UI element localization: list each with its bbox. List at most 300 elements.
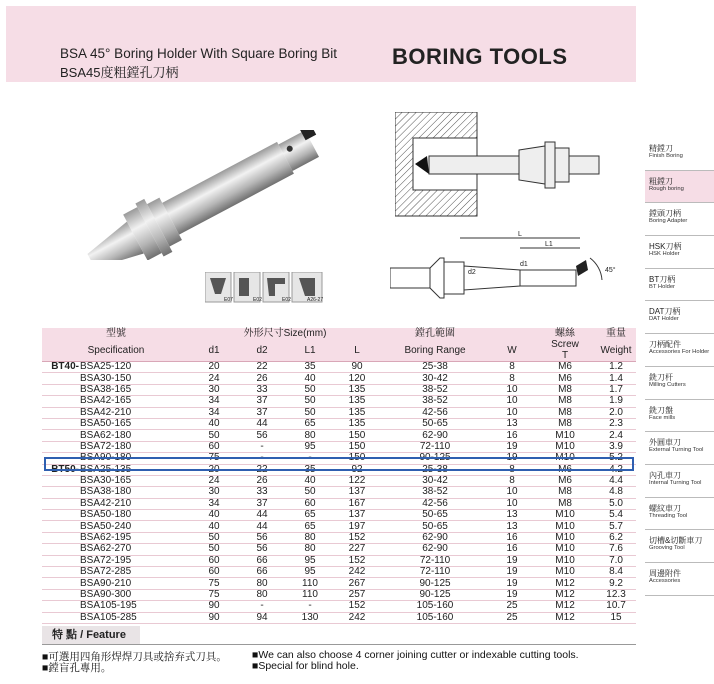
cell-L: 120 — [334, 373, 380, 384]
cell-d2: 26 — [238, 373, 286, 384]
cell-L: 92 — [334, 464, 380, 475]
cell-range: 42-56 — [380, 498, 490, 509]
cell-range: 105-160 — [380, 601, 490, 612]
cell-weight: 8.4 — [596, 567, 636, 578]
cell-L: 242 — [334, 612, 380, 623]
cell-series — [42, 487, 80, 498]
cell-L1: 50 — [286, 407, 334, 418]
sidebar-item-en: DAT Holder — [649, 316, 679, 323]
cell-W: 19 — [490, 555, 534, 566]
cell-d1: 24 — [190, 373, 238, 384]
sidebar-item-en: Rough boring — [649, 185, 684, 192]
cell-d1: 75 — [190, 589, 238, 600]
cell-L: 152 — [334, 555, 380, 566]
cell-series — [42, 396, 80, 407]
page-title: BSA 45° Boring Holder With Square Boring Bit — [60, 46, 338, 61]
cell-d1: 40 — [190, 510, 238, 521]
cell-range: 62-90 — [380, 544, 490, 555]
cell-d2: 37 — [238, 407, 286, 418]
cell-W: 8 — [490, 464, 534, 475]
cell-W: 10 — [490, 384, 534, 395]
sidebar-item-zh: 銑刀杆 — [649, 372, 673, 382]
size-group-header: 外形尺寸Size(mm) — [190, 328, 380, 339]
dim-d2-label: d2 — [468, 269, 476, 276]
cell-d1: 30 — [190, 487, 238, 498]
sidebar-item-zh: HSK刀柄 — [649, 242, 682, 252]
cell-range: 50-65 — [380, 418, 490, 429]
cell-d1: 34 — [190, 498, 238, 509]
cell-L1: 40 — [286, 373, 334, 384]
sidebar-item[interactable] — [645, 269, 714, 302]
cell-spec: BSA25-120 — [80, 362, 190, 373]
dim-d1-label: d1 — [520, 261, 528, 268]
cell-T: M10 — [534, 555, 596, 566]
cell-d2: 44 — [238, 510, 286, 521]
cell-L1: - — [286, 601, 334, 612]
cell-spec: BSA42-165 — [80, 396, 190, 407]
cell-L1: 50 — [286, 396, 334, 407]
sidebar-item-en: Accessories — [649, 577, 681, 584]
feature-label: 特 點 / Feature — [42, 626, 140, 644]
dimension-diagram — [390, 228, 630, 308]
cell-L1: - — [286, 453, 334, 464]
cell-d1: 20 — [190, 362, 238, 373]
cell-range: 62-90 — [380, 430, 490, 441]
cell-range: 72-110 — [380, 441, 490, 452]
sidebar-item[interactable] — [645, 138, 714, 171]
sidebar-item[interactable] — [645, 171, 714, 204]
cell-range: 50-65 — [380, 510, 490, 521]
insert-label-3: E02 — [282, 297, 291, 303]
cell-series — [42, 555, 80, 566]
cell-W: 10 — [490, 407, 534, 418]
cell-L1: 50 — [286, 487, 334, 498]
sidebar-item-en: External Turning Tool — [649, 447, 704, 454]
cell-W: 16 — [490, 430, 534, 441]
cell-W: 25 — [490, 601, 534, 612]
sidebar-item-zh: 切槽&切斷車刀 — [649, 536, 703, 546]
cell-d1: 30 — [190, 384, 238, 395]
cell-spec: BSA90-300 — [80, 589, 190, 600]
sidebar-item[interactable] — [645, 498, 714, 531]
cell-spec: BSA72-180 — [80, 441, 190, 452]
cell-d2: 44 — [238, 418, 286, 429]
cell-L1: 65 — [286, 510, 334, 521]
cell-W: 25 — [490, 612, 534, 623]
cell-L: 135 — [334, 418, 380, 429]
table-row — [42, 589, 636, 600]
weight-zh-header: 重量 — [596, 328, 636, 339]
cell-L1: 35 — [286, 362, 334, 373]
cell-L1: 65 — [286, 418, 334, 429]
cell-L: 152 — [334, 601, 380, 612]
feature-zh-1: ■可選用四角形焊焊刀具或捨弃式刀具。 — [42, 651, 227, 663]
cell-L: 152 — [334, 532, 380, 543]
cell-W: 19 — [490, 578, 534, 589]
cell-weight: 6.2 — [596, 532, 636, 543]
cell-L1: 110 — [286, 578, 334, 589]
cell-T: M6 — [534, 362, 596, 373]
cell-d1: 50 — [190, 430, 238, 441]
cell-W: 10 — [490, 396, 534, 407]
cell-weight: 15 — [596, 612, 636, 623]
table-row — [42, 418, 636, 429]
cell-series — [42, 544, 80, 555]
cell-spec: BSA50-240 — [80, 521, 190, 532]
cell-d1: 20 — [190, 464, 238, 475]
cell-L: 197 — [334, 521, 380, 532]
cell-W: 16 — [490, 532, 534, 543]
cell-weight: 2.0 — [596, 407, 636, 418]
cell-spec: BSA38-165 — [80, 384, 190, 395]
table-row — [42, 612, 636, 623]
cell-W: 13 — [490, 510, 534, 521]
sidebar-item-en: BT Holder — [649, 283, 675, 290]
cell-series — [42, 498, 80, 509]
cell-L: 242 — [334, 567, 380, 578]
cell-range: 38-52 — [380, 384, 490, 395]
cell-d1: 24 — [190, 475, 238, 486]
cell-series: BT40- — [42, 362, 80, 373]
cell-L1: 95 — [286, 441, 334, 452]
table-row — [42, 362, 636, 373]
spec-zh-header: 型號 — [42, 328, 190, 339]
sidebar-item[interactable] — [645, 367, 714, 400]
cell-series — [42, 441, 80, 452]
cell-d2: 80 — [238, 589, 286, 600]
cell-weight: 1.7 — [596, 384, 636, 395]
cell-range: 90-125 — [380, 453, 490, 464]
cell-d2: - — [238, 601, 286, 612]
cell-L: 122 — [334, 475, 380, 486]
cell-L1: 80 — [286, 532, 334, 543]
sidebar-item-zh: 粗鏜刀 — [649, 176, 673, 186]
cell-series — [42, 384, 80, 395]
table-row — [42, 532, 636, 543]
blind-hole-diagram — [395, 112, 615, 222]
cell-weight: 1.9 — [596, 396, 636, 407]
cell-d2: 22 — [238, 362, 286, 373]
d1-header: d1 — [190, 339, 238, 362]
sidebar-item[interactable] — [645, 465, 714, 498]
cell-T: M10 — [534, 544, 596, 555]
cell-d2: 22 — [238, 464, 286, 475]
cell-L1: 80 — [286, 430, 334, 441]
table-row — [42, 510, 636, 521]
cell-range: 90-125 — [380, 578, 490, 589]
cell-spec: BSA105-285 — [80, 612, 190, 623]
dim-L1-label: L1 — [545, 241, 553, 248]
sidebar-item-en: Boring Adapter — [649, 218, 688, 225]
cell-weight: 5.4 — [596, 510, 636, 521]
range-zh-header: 鏜孔範圍 — [380, 328, 490, 339]
cell-spec: BSA90-180 — [80, 453, 190, 464]
feature-en-2: ■Special for blind hole. — [252, 660, 359, 672]
cell-range: 38-52 — [380, 396, 490, 407]
cell-weight: 2.4 — [596, 430, 636, 441]
d2-header: d2 — [238, 339, 286, 362]
cell-d2: 33 — [238, 487, 286, 498]
spec-en-header: Specification — [42, 339, 190, 362]
cell-d2: 37 — [238, 498, 286, 509]
cell-T: M10 — [534, 441, 596, 452]
page-subtitle: BSA45度粗鏜孔刀柄 — [60, 65, 179, 80]
cell-weight: 1.2 — [596, 362, 636, 373]
table-row — [42, 407, 636, 418]
cell-W: 8 — [490, 362, 534, 373]
cell-spec: BSA62-270 — [80, 544, 190, 555]
cell-weight: 3.9 — [596, 441, 636, 452]
cell-d1: 40 — [190, 418, 238, 429]
cell-T: M8 — [534, 498, 596, 509]
cell-T: M6 — [534, 373, 596, 384]
cell-range: 42-56 — [380, 407, 490, 418]
cell-weight: 5.7 — [596, 521, 636, 532]
sidebar-item[interactable] — [645, 334, 714, 367]
table-row — [42, 430, 636, 441]
cell-L: 167 — [334, 498, 380, 509]
cell-weight: 5.2 — [596, 453, 636, 464]
cell-d2: 66 — [238, 555, 286, 566]
header-banner — [6, 6, 636, 82]
cell-T: M12 — [534, 612, 596, 623]
cell-d1: 60 — [190, 555, 238, 566]
cell-W: 8 — [490, 475, 534, 486]
cell-W: 10 — [490, 487, 534, 498]
cell-L1: 35 — [286, 464, 334, 475]
table-row — [42, 384, 636, 395]
sidebar-item-zh: 鏜頭刀柄 — [649, 209, 681, 219]
cell-T: M8 — [534, 487, 596, 498]
cell-spec: BSA50-165 — [80, 418, 190, 429]
range-en-header: Boring Range — [380, 339, 490, 362]
sidebar-item-zh: 外圓車刀 — [649, 438, 681, 448]
cell-T: M10 — [534, 453, 596, 464]
cell-L: 135 — [334, 384, 380, 395]
cell-d2: - — [238, 441, 286, 452]
sidebar-item-en: Face mills — [649, 414, 676, 421]
cell-d1: 90 — [190, 601, 238, 612]
spec-table — [42, 328, 636, 624]
cell-spec: BSA90-210 — [80, 578, 190, 589]
cell-L: 150 — [334, 441, 380, 452]
cell-range: 62-90 — [380, 532, 490, 543]
cell-series — [42, 418, 80, 429]
screw-en-header: Screw T — [534, 339, 596, 362]
cell-L: 257 — [334, 589, 380, 600]
cell-d1: 34 — [190, 396, 238, 407]
table-row — [42, 441, 636, 452]
cell-T: M12 — [534, 589, 596, 600]
table-row — [42, 396, 636, 407]
cell-series — [42, 475, 80, 486]
cell-L1: 65 — [286, 521, 334, 532]
cell-d1: 90 — [190, 612, 238, 623]
sidebar-item-en: Grooving Tool — [649, 545, 685, 552]
sidebar-item[interactable] — [645, 236, 714, 269]
cell-d1: 60 — [190, 567, 238, 578]
cell-T: M10 — [534, 521, 596, 532]
cell-weight: 7.6 — [596, 544, 636, 555]
sidebar-item-en: Milling Cutters — [649, 381, 686, 388]
dim-L-label: L — [518, 231, 522, 238]
sidebar-item-zh: BT刀柄 — [649, 274, 676, 284]
cell-L: 150 — [334, 430, 380, 441]
cell-series — [42, 430, 80, 441]
cell-range: 72-110 — [380, 567, 490, 578]
cell-d1: 60 — [190, 441, 238, 452]
table-row — [42, 498, 636, 509]
cell-W: 16 — [490, 544, 534, 555]
insert-icons — [205, 272, 325, 306]
table-row — [42, 601, 636, 612]
cell-series — [42, 578, 80, 589]
table-row — [42, 555, 636, 566]
cell-d1: 40 — [190, 521, 238, 532]
sidebar-item-zh: 銑刀盤 — [649, 405, 673, 415]
cell-series — [42, 532, 80, 543]
cell-d1: 75 — [190, 453, 238, 464]
cell-T: M10 — [534, 532, 596, 543]
cell-spec: BSA38-180 — [80, 487, 190, 498]
sidebar-item[interactable] — [645, 563, 714, 596]
cell-T: M10 — [534, 510, 596, 521]
table-row — [42, 567, 636, 578]
cell-d1: 50 — [190, 532, 238, 543]
sidebar-item[interactable] — [645, 530, 714, 563]
cell-d2: 66 — [238, 567, 286, 578]
cell-spec: BSA25-135 — [80, 464, 190, 475]
cell-T: M10 — [534, 567, 596, 578]
cell-W: 13 — [490, 521, 534, 532]
cell-W: 8 — [490, 373, 534, 384]
sidebar-item-en: Internal Turning Tool — [649, 479, 702, 486]
cell-d2: - — [238, 453, 286, 464]
cell-T: M6 — [534, 475, 596, 486]
sidebar-item[interactable] — [645, 301, 714, 334]
W-header: W — [490, 339, 534, 362]
screw-zh-header: 螺絲 — [534, 328, 596, 339]
cell-d2: 56 — [238, 544, 286, 555]
cell-T: M12 — [534, 578, 596, 589]
product-photo — [76, 130, 336, 260]
cell-T: M10 — [534, 430, 596, 441]
brand-heading: BORING TOOLS — [392, 44, 568, 69]
cell-L1: 50 — [286, 384, 334, 395]
cell-spec: BSA30-165 — [80, 475, 190, 486]
insert-label-4: A26-27 — [307, 297, 324, 303]
cell-W: 19 — [490, 589, 534, 600]
cell-L1: 95 — [286, 555, 334, 566]
cell-L: 137 — [334, 487, 380, 498]
cell-weight: 10.7 — [596, 601, 636, 612]
sidebar-item-zh: 刀柄配件 — [649, 340, 681, 350]
cell-T: M8 — [534, 384, 596, 395]
cell-d1: 50 — [190, 544, 238, 555]
insert-label-1: E07 — [224, 297, 233, 303]
cell-weight: 4.2 — [596, 464, 636, 475]
table-row — [42, 521, 636, 532]
feature-divider — [42, 644, 636, 645]
cell-L: 135 — [334, 407, 380, 418]
table-row — [42, 578, 636, 589]
cell-weight: 2.3 — [596, 418, 636, 429]
cell-series — [42, 373, 80, 384]
table-row — [42, 373, 636, 384]
sidebar-item-en: Accessories For Holder — [649, 349, 710, 356]
cell-weight: 1.4 — [596, 373, 636, 384]
cell-range: 50-65 — [380, 521, 490, 532]
cell-L: 137 — [334, 510, 380, 521]
feature-en-1: ■We can also choose 4 corner joining cutter or indexable cutting tools. — [252, 649, 579, 661]
sidebar-item-zh: DAT刀柄 — [649, 307, 681, 317]
sidebar-item-zh: 螺紋車刀 — [649, 503, 681, 513]
cell-T: M6 — [534, 464, 596, 475]
cell-spec: BSA50-180 — [80, 510, 190, 521]
sidebar-item-zh: 精鏜刀 — [649, 144, 673, 153]
dim-angle-label: 45° — [605, 267, 616, 274]
L-header: L — [334, 339, 380, 362]
cell-spec: BSA42-210 — [80, 407, 190, 418]
cell-spec: BSA42-210 — [80, 498, 190, 509]
cell-W: 19 — [490, 441, 534, 452]
cell-W: 19 — [490, 567, 534, 578]
cell-series — [42, 589, 80, 600]
category-sidebar — [645, 138, 714, 596]
sidebar-item[interactable] — [645, 203, 714, 236]
cell-weight: 12.3 — [596, 589, 636, 600]
sidebar-item[interactable] — [645, 432, 714, 465]
cell-weight: 5.0 — [596, 498, 636, 509]
cell-d2: 33 — [238, 384, 286, 395]
cell-series: BT50- — [42, 464, 80, 475]
cell-W: 13 — [490, 418, 534, 429]
cell-range: 30-42 — [380, 475, 490, 486]
cell-d2: 37 — [238, 396, 286, 407]
cell-range: 90-125 — [380, 589, 490, 600]
cell-range: 25-38 — [380, 464, 490, 475]
cell-series — [42, 521, 80, 532]
sidebar-item[interactable] — [645, 400, 714, 433]
cell-T: M8 — [534, 407, 596, 418]
cell-d2: 94 — [238, 612, 286, 623]
cell-spec: BSA105-195 — [80, 601, 190, 612]
cell-d2: 26 — [238, 475, 286, 486]
cell-L1: 130 — [286, 612, 334, 623]
sidebar-item-en: Threading Tool — [649, 512, 688, 519]
cell-T: M8 — [534, 396, 596, 407]
cell-weight: 4.8 — [596, 487, 636, 498]
cell-L: 267 — [334, 578, 380, 589]
cell-d1: 75 — [190, 578, 238, 589]
cell-W: 10 — [490, 498, 534, 509]
cell-range: 38-52 — [380, 487, 490, 498]
feature-zh-2: ■鏜盲孔專用。 — [42, 662, 112, 674]
weight-en-header: Weight — [596, 339, 636, 362]
table-row — [42, 544, 636, 555]
cell-series — [42, 601, 80, 612]
cell-d2: 56 — [238, 430, 286, 441]
table-row — [42, 475, 636, 486]
cell-L1: 80 — [286, 544, 334, 555]
cell-range: 30-42 — [380, 373, 490, 384]
sidebar-item-en: HSK Holder — [649, 251, 680, 258]
cell-T: M8 — [534, 418, 596, 429]
table-row — [42, 487, 636, 498]
cell-weight: 9.2 — [596, 578, 636, 589]
cell-spec: BSA72-195 — [80, 555, 190, 566]
sidebar-item-zh: 周邊附件 — [649, 568, 681, 578]
